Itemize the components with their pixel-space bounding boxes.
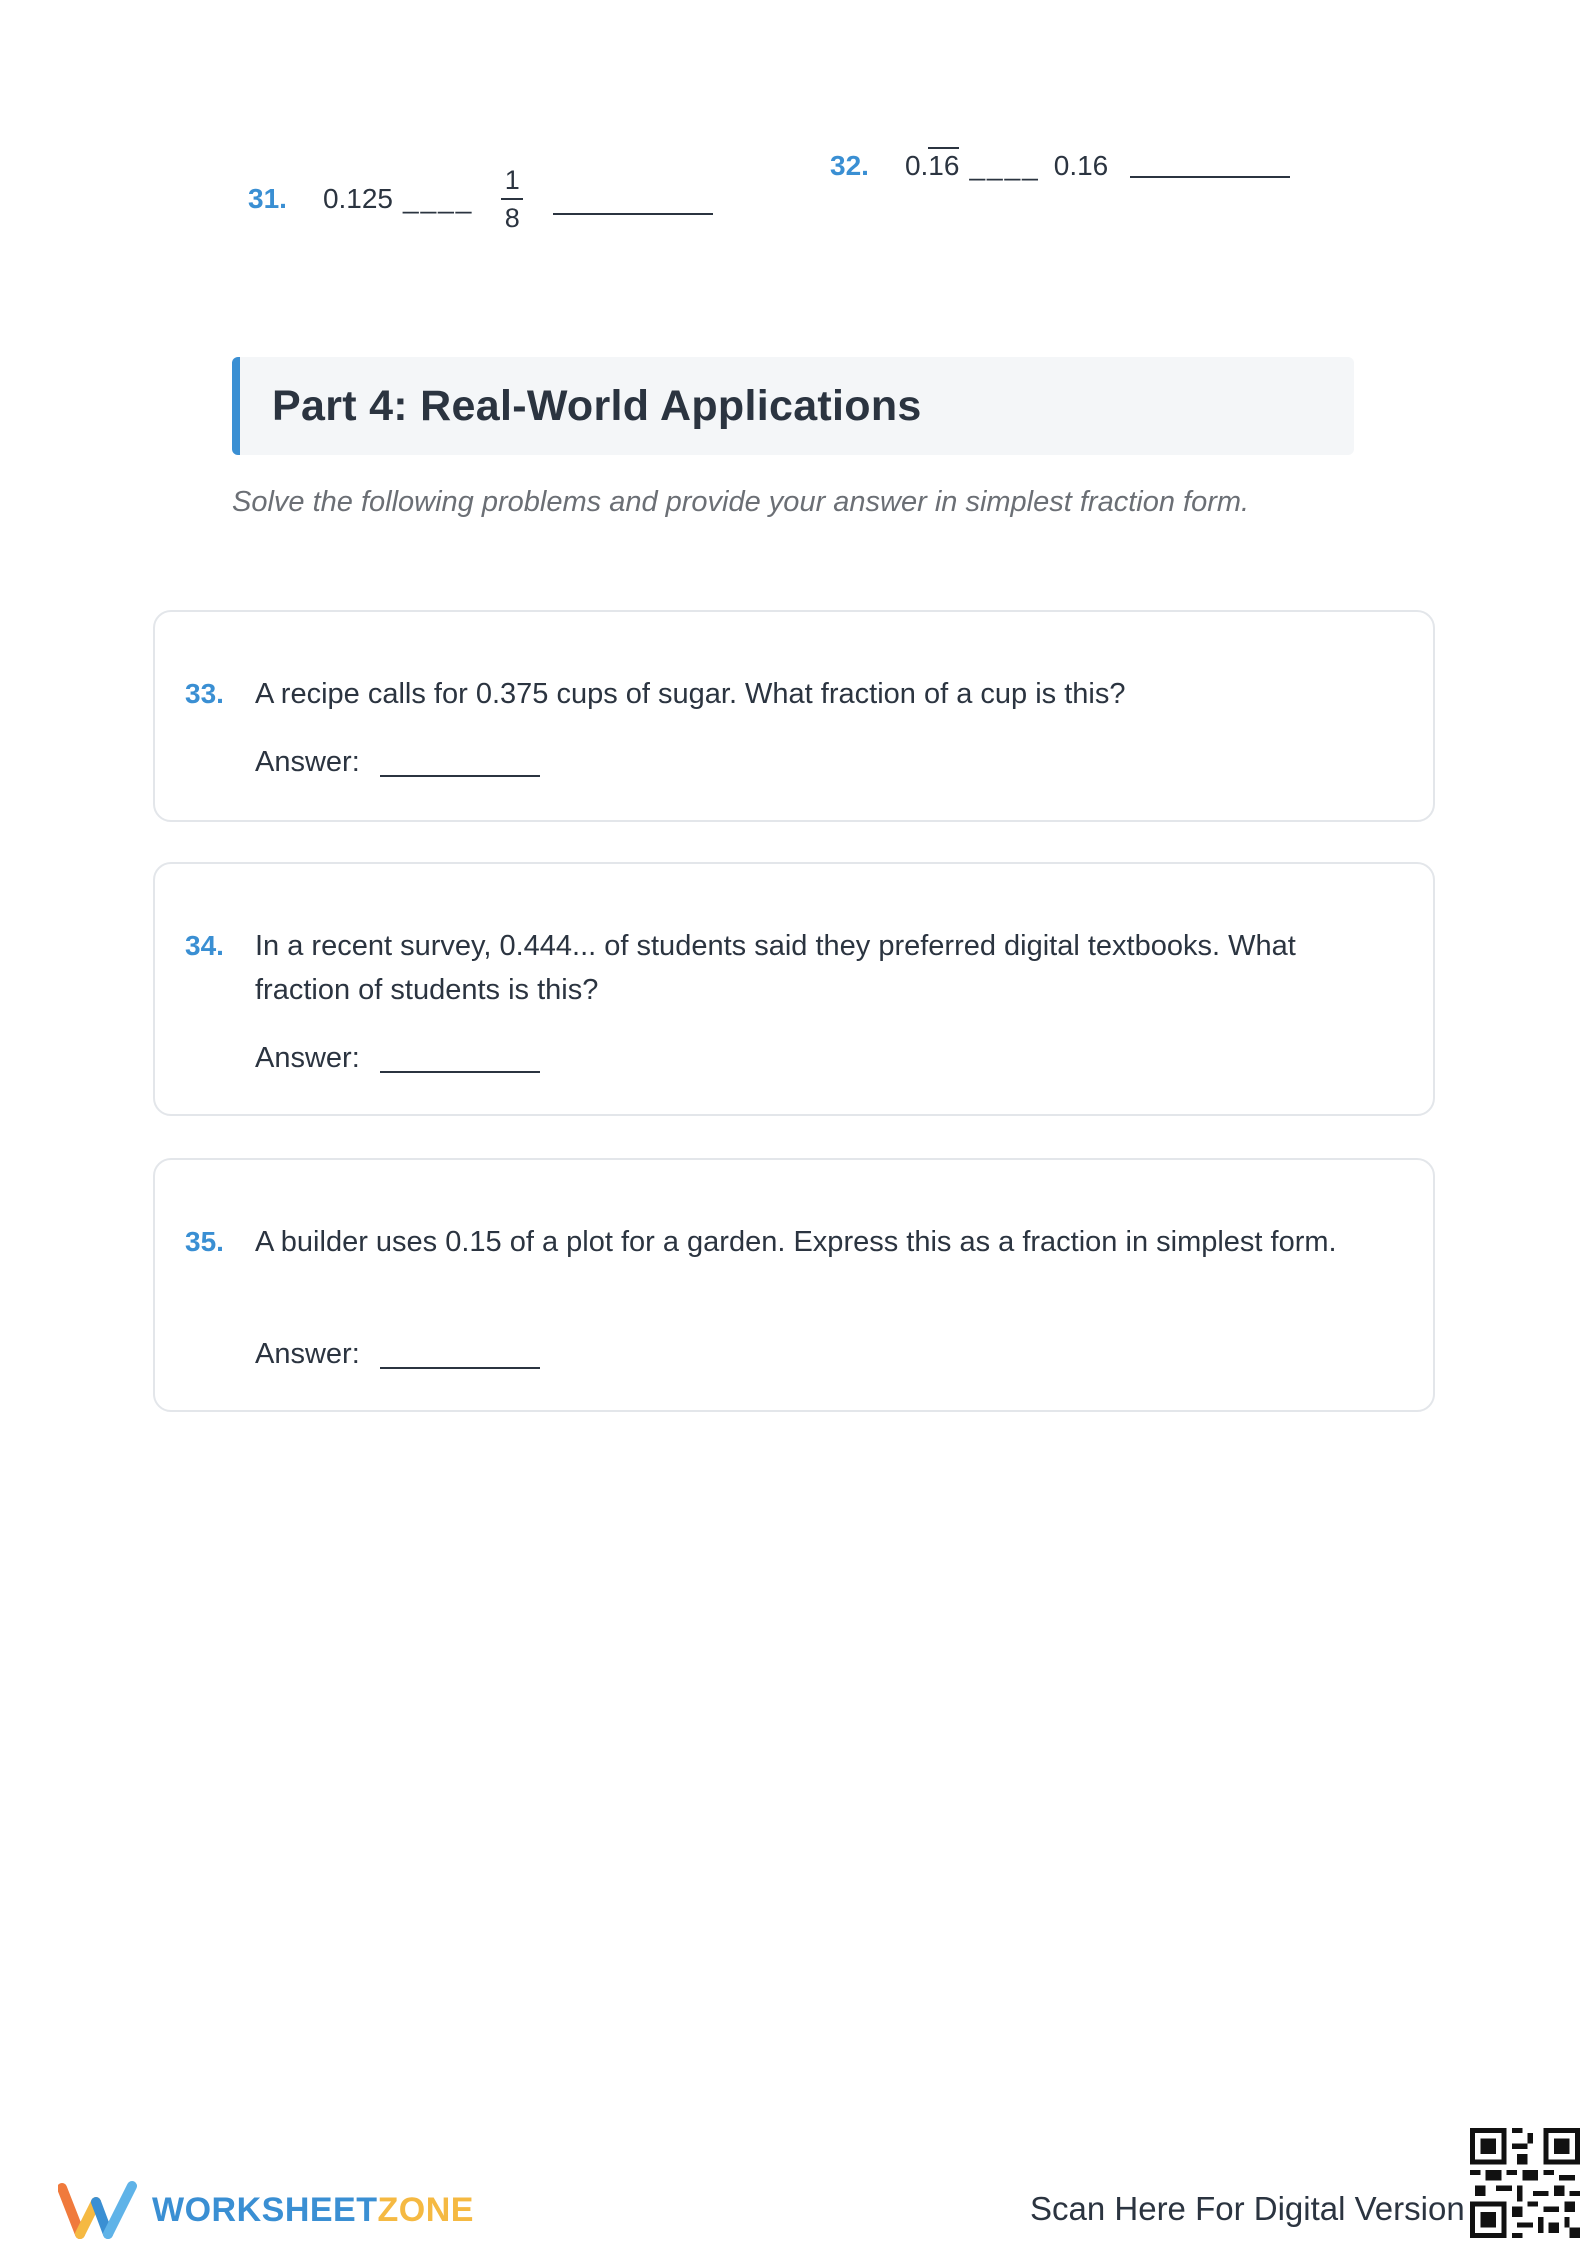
answer-label: Answer: xyxy=(255,1042,360,1074)
answer-line[interactable] xyxy=(553,213,713,215)
question-card-34 xyxy=(153,862,1435,1116)
worksheetzone-logo-icon xyxy=(58,2180,138,2240)
left-value xyxy=(905,150,960,182)
right-value: 0.16 xyxy=(1053,150,1109,181)
question-card-35 xyxy=(153,1158,1435,1412)
item-number: 32. xyxy=(830,150,869,181)
answer-line[interactable] xyxy=(1130,176,1290,178)
answer-line[interactable] xyxy=(380,1071,540,1073)
left-value: 0.125 xyxy=(322,183,394,214)
question xyxy=(185,672,1395,716)
question-card-33 xyxy=(153,610,1435,822)
repeating-digits: 16 xyxy=(928,147,959,181)
question xyxy=(185,924,1395,1012)
question xyxy=(185,1220,1395,1264)
comparison-blank[interactable]: ____ xyxy=(403,183,474,214)
question-text: In a recent survey, 0.444... of students said they preferred digital textbooks. What fraction of students is this? xyxy=(255,930,1296,1006)
comparison-blank[interactable]: ____ xyxy=(969,150,1040,181)
section-header xyxy=(232,357,1354,455)
brand-logo xyxy=(58,2180,474,2240)
section-instructions: Solve the following problems and provide your answer in simplest fraction form. xyxy=(232,486,1250,518)
comparison-item-32 xyxy=(830,150,1290,182)
comparison-item-31 xyxy=(248,162,713,236)
question-text: A recipe calls for 0.375 cups of sugar. What fraction of a cup is this? xyxy=(255,678,1126,710)
answer-row xyxy=(255,1338,540,1371)
answer-label: Answer: xyxy=(255,1338,360,1370)
scan-text: Scan Here For Digital Version xyxy=(1030,2190,1465,2227)
brand-name-part2: ZONE xyxy=(377,2190,474,2229)
question-text: A builder uses 0.15 of a plot for a garden. Express this as a fraction in simplest form. xyxy=(255,1226,1337,1258)
section-title: Part 4: Real-World Applications xyxy=(272,381,922,430)
brand-name-part1: WORKSHEET xyxy=(152,2190,378,2229)
question-number: 33. xyxy=(185,678,224,709)
answer-row xyxy=(255,746,540,779)
answer-row xyxy=(255,1042,540,1075)
left-value-prefix: 0. xyxy=(904,150,929,181)
qr-code-icon[interactable] xyxy=(1470,2128,1580,2238)
answer-line[interactable] xyxy=(380,1367,540,1369)
fraction-denominator: 8 xyxy=(504,203,520,233)
answer-label: Answer: xyxy=(255,746,360,778)
fraction xyxy=(501,162,523,236)
question-number: 35. xyxy=(185,1226,224,1257)
item-number: 31. xyxy=(248,183,287,214)
brand-name xyxy=(152,2191,474,2230)
fraction-numerator: 1 xyxy=(504,165,520,195)
question-number: 34. xyxy=(185,930,224,961)
answer-line[interactable] xyxy=(380,775,540,777)
